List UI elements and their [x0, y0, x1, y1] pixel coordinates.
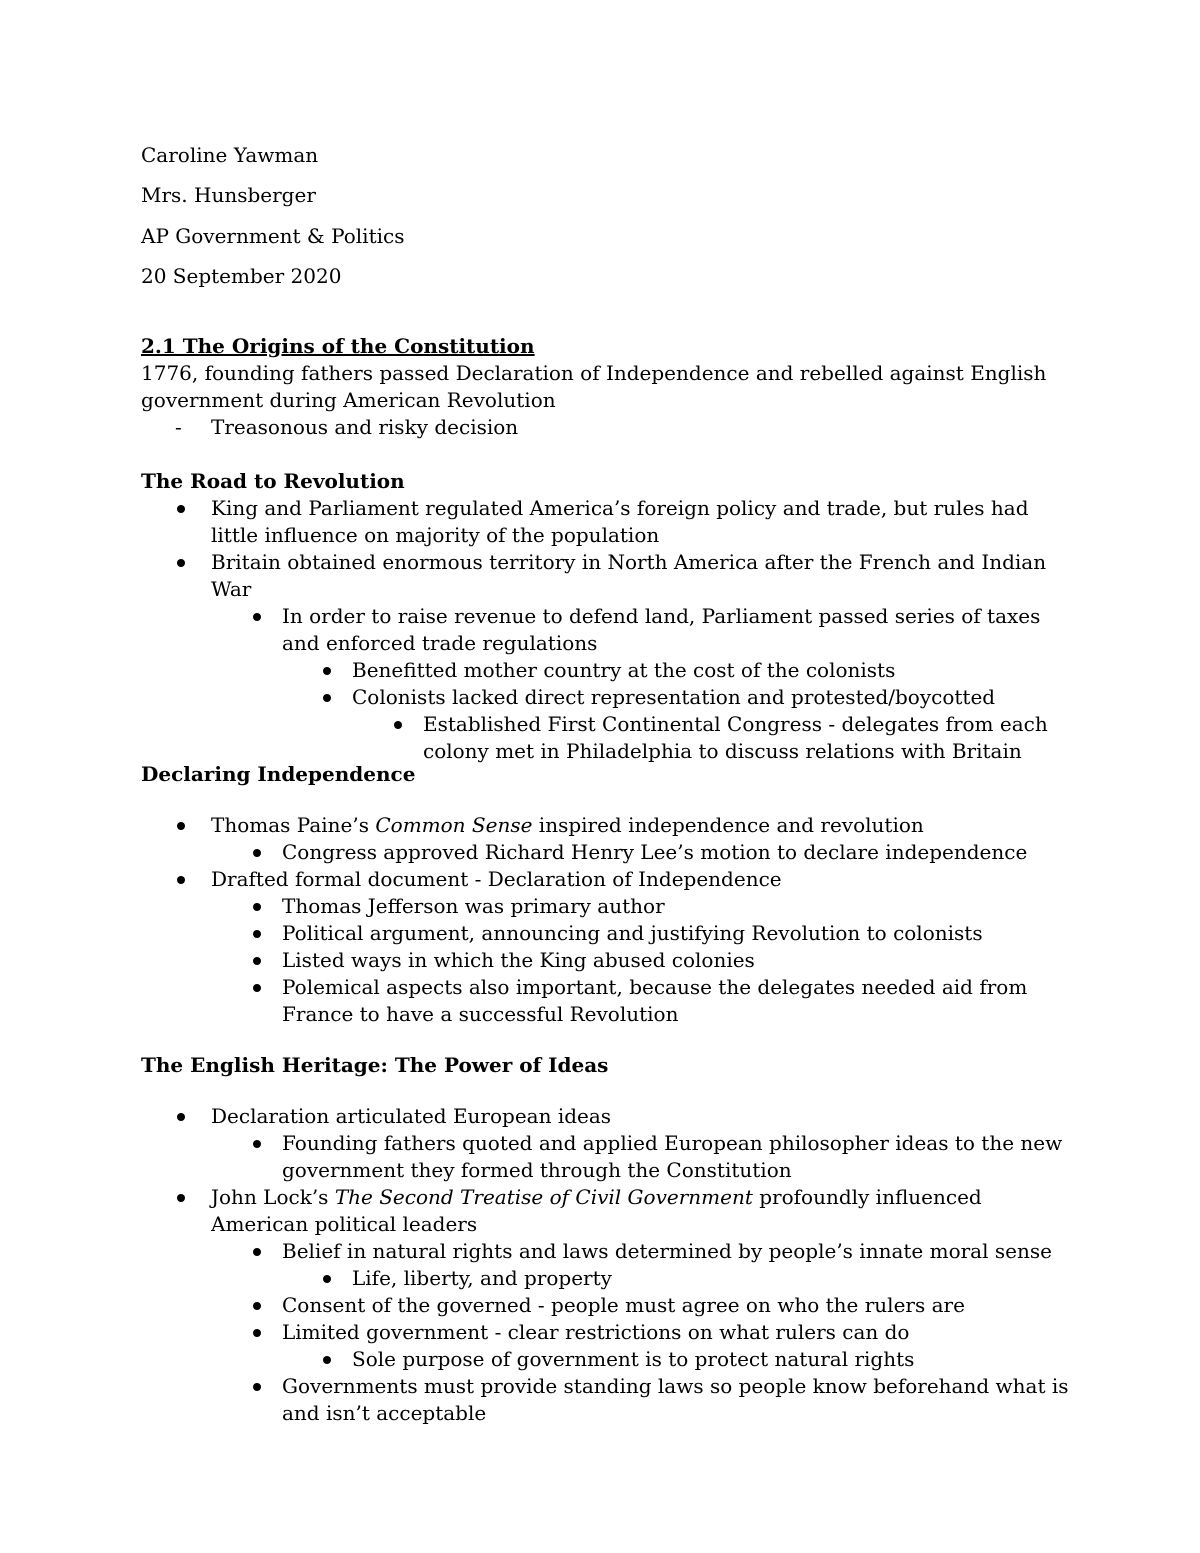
- bullet-icon: [253, 903, 261, 911]
- section-origins-intro: 1776, founding fathers passed Declaration of Independence and rebelled against English government during American Revolution: [141, 361, 1047, 412]
- list-item: Limited government - clear restrictions on what rulers can do: [141, 1319, 1081, 1346]
- bullet-icon: [177, 822, 185, 830]
- course-name: AP Government & Politics: [141, 224, 405, 248]
- list-item: Governments must provide standing laws so people know beforehand what is and isn’t acceptable: [141, 1373, 1081, 1427]
- bullet-icon: [253, 984, 261, 992]
- list-item: Declaration articulated European ideas: [141, 1103, 1081, 1130]
- list-item: Life, liberty, and property: [141, 1265, 1081, 1292]
- list-item: John Lock’s The Second Treatise of Civil Government profoundly influenced American political leaders: [141, 1184, 1081, 1238]
- document-date: 20 September 2020: [141, 264, 342, 288]
- bullet-icon: [323, 667, 331, 675]
- list-item: Sole purpose of government is to protect natural rights: [141, 1346, 1081, 1373]
- teacher-name: Mrs. Hunsberger: [141, 183, 316, 207]
- bullet-icon: [253, 849, 261, 857]
- bullet-icon: [323, 1356, 331, 1364]
- list-item: Britain obtained enormous territory in North America after the French and Indian War: [141, 549, 1081, 603]
- list-item: Benefitted mother country at the cost of the colonists: [141, 657, 1081, 684]
- list-item: Established First Continental Congress - delegates from each colony met in Philadelphia to discuss relations with Britain: [141, 711, 1081, 765]
- list-item: Polemical aspects also important, because the delegates needed aid from France to have a successful Revolution: [141, 974, 1081, 1028]
- list-item: - Treasonous and risky decision: [175, 415, 519, 439]
- bullet-icon: [177, 1113, 185, 1121]
- section-origins: [141, 333, 1081, 441]
- list-item: Thomas Paine’s Common Sense inspired independence and revolution: [141, 812, 1081, 839]
- section-origins-title: 2.1 The Origins of the Constitution: [141, 334, 535, 358]
- dash-marker: -: [175, 415, 182, 439]
- bullet-icon: [253, 957, 261, 965]
- bullet-icon: [177, 505, 185, 513]
- bullet-icon: [177, 876, 185, 884]
- section-heritage-title: The English Heritage: The Power of Ideas: [141, 1053, 609, 1077]
- bullet-icon: [177, 559, 185, 567]
- list-item: Listed ways in which the King abused colonies: [141, 947, 1081, 974]
- bullet-icon: [177, 1194, 185, 1202]
- bullet-icon: [323, 694, 331, 702]
- bullet-icon: [253, 1302, 261, 1310]
- bullet-icon: [323, 1275, 331, 1283]
- list-item: Drafted formal document - Declaration of Independence: [141, 866, 1081, 893]
- list-item: In order to raise revenue to defend land, Parliament passed series of taxes and enforced trade regulations: [141, 603, 1081, 657]
- section-english-heritage: [141, 1052, 1081, 1427]
- section-road-title: The Road to Revolution: [141, 469, 405, 493]
- list-item: Belief in natural rights and laws determined by people’s innate moral sense: [141, 1238, 1081, 1265]
- bullet-icon: [253, 613, 261, 621]
- list-item: Thomas Jefferson was primary author: [141, 893, 1081, 920]
- bullet-icon: [394, 721, 402, 729]
- bullet-icon: [253, 1140, 261, 1148]
- list-item: Political argument, announcing and justifying Revolution to colonists: [141, 920, 1081, 947]
- list-item: Colonists lacked direct representation and protested/boycotted: [141, 684, 1081, 711]
- student-name: Caroline Yawman: [141, 143, 319, 167]
- list-item: Founding fathers quoted and applied European philosopher ideas to the new government they formed through the Constitution: [141, 1130, 1081, 1184]
- list-item: Consent of the governed - people must agree on who the rulers are: [141, 1292, 1081, 1319]
- bullet-icon: [253, 930, 261, 938]
- bullet-icon: [253, 1248, 261, 1256]
- bullet-icon: [253, 1329, 261, 1337]
- section-declaring-independence: [141, 761, 1081, 1028]
- list-item: Congress approved Richard Henry Lee’s motion to declare independence: [141, 839, 1081, 866]
- bullet-icon: [253, 1383, 261, 1391]
- list-item: King and Parliament regulated America’s foreign policy and trade, but rules had little influence on majority of the population: [141, 495, 1081, 549]
- section-road-to-revolution: [141, 468, 1081, 765]
- section-declaring-title: Declaring Independence: [141, 762, 416, 786]
